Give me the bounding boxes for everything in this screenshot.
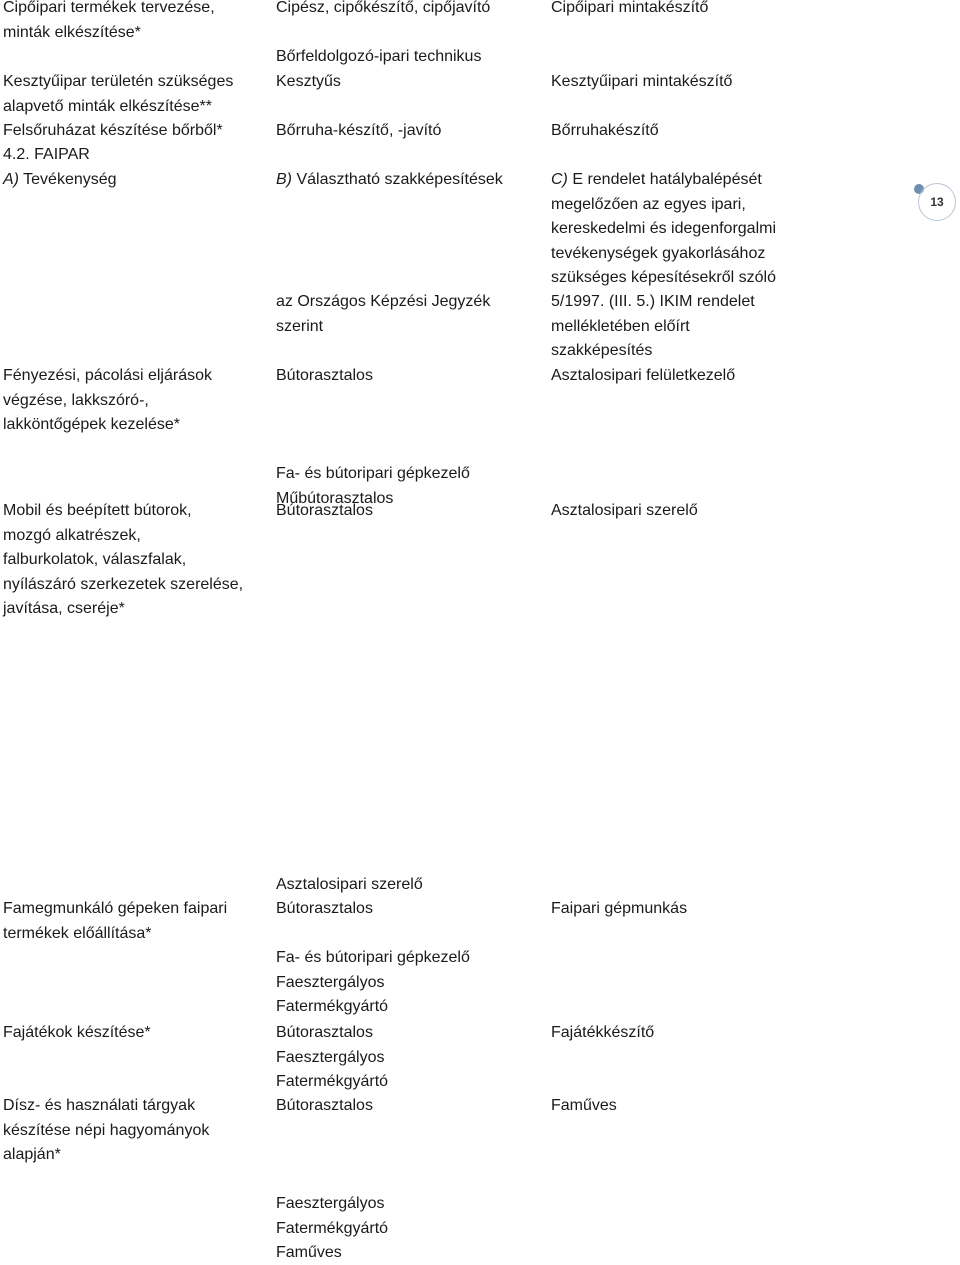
legacy-qualification-cell: Asztalosipari felületkezelő [551, 367, 736, 384]
qualification-cell: Fatermékgyártó [276, 1219, 389, 1237]
activity-cell: alapján* [3, 1146, 61, 1163]
column-header-b-text: Választható szakképesítések [292, 171, 503, 188]
page-number-badge: 13 [918, 183, 956, 221]
column-header-b [276, 168, 503, 192]
column-header-a-text: Tevékenység [19, 171, 117, 188]
activity-cell: Felsőruházat készítése bőrből* [3, 122, 223, 139]
legacy-qualification-cell: Fajátékkészítő [551, 1024, 655, 1041]
qualification-cell: Cipész, cipőkészítő, cipőjavító [276, 0, 491, 16]
activity-cell: termékek előállítása* [3, 924, 152, 942]
qualification-cell: Bútorasztalos [276, 502, 373, 519]
qualification-cell: Fa- és bútoripari gépkezelő [276, 949, 470, 966]
column-header-c-line: tevékenységek gyakorlásához [551, 244, 766, 262]
column-header-c-letter: C) [551, 171, 568, 188]
qualification-cell: Bőrfeldolgozó-ipari technikus [276, 48, 482, 65]
activity-cell: készítése népi hagyományok [3, 1121, 210, 1139]
column-header-c-line: szükséges képesítésekről szóló [551, 269, 776, 286]
legacy-qualification-cell: Kesztyűipari mintakészítő [551, 73, 733, 90]
qualification-cell: Asztalosipari szerelő [276, 875, 423, 893]
legacy-qualification-cell: Faipari gépmunkás [551, 900, 688, 917]
legacy-qualification-cell: Cipőipari mintakészítő [551, 0, 709, 16]
activity-cell: Dísz- és használati tárgyak [3, 1097, 196, 1114]
activity-cell: Fényezési, pácolási eljárások [3, 367, 212, 384]
legacy-qualification-cell: Bőrruhakészítő [551, 122, 659, 139]
column-header-c [551, 168, 762, 192]
qualification-cell: Bútorasztalos [276, 1097, 373, 1114]
activity-cell: végzése, lakkszóró-, [3, 391, 149, 409]
activity-cell: alapvető minták elkészítése** [3, 97, 212, 115]
column-subheader-c: szakképesítés [551, 342, 653, 359]
activity-cell: nyílászáró szerkezetek szerelése, [3, 575, 244, 593]
activity-cell: falburkolatok, válaszfalak, [3, 551, 187, 568]
activity-cell: Kesztyűipar területén szükséges [3, 73, 234, 90]
column-header-c-text: E rendelet hatálybalépését [567, 171, 762, 188]
qualification-cell: Fatermékgyártó [276, 1073, 389, 1090]
activity-cell: Cipőipari termékek tervezése, [3, 0, 215, 16]
qualification-cell: Fa- és bútoripari gépkezelő [276, 465, 470, 482]
activity-cell: Fajátékok készítése* [3, 1024, 151, 1041]
qualification-cell: Faesztergályos [276, 973, 385, 991]
column-subheader-c: mellékletében előírt [551, 317, 690, 335]
activity-cell: mozgó alkatrészek, [3, 526, 141, 544]
qualification-cell: Faesztergályos [276, 1048, 385, 1066]
activity-cell: lakköntőgépek kezelése* [3, 416, 181, 433]
activity-cell: Mobil és beépített bútorok, [3, 502, 192, 519]
activity-cell: minták elkészítése* [3, 23, 141, 41]
column-header-c-line: megelőzően az egyes ipari, [551, 195, 746, 213]
column-header-b-letter: B) [276, 171, 292, 188]
legacy-qualification-cell: Asztalosipari szerelő [551, 502, 698, 519]
section-title: 4.2. FAIPAR [3, 146, 90, 163]
column-header-a-letter: A) [3, 171, 19, 188]
activity-cell: javítása, cseréje* [3, 600, 125, 617]
qualification-cell: Bútorasztalos [276, 1024, 373, 1041]
legacy-qualification-cell: Faműves [551, 1097, 617, 1114]
column-subheader-c: 5/1997. (III. 5.) IKIM rendelet [551, 293, 755, 310]
column-header-c-line: kereskedelmi és idegenforgalmi [551, 220, 776, 237]
qualification-cell: Faműves [276, 1244, 342, 1261]
column-subheader-b: az Országos Képzési Jegyzék [276, 293, 491, 310]
qualification-cell: Bútorasztalos [276, 900, 373, 917]
qualification-cell: Bőrruha-készítő, -javító [276, 122, 442, 139]
qualification-cell: Kesztyűs [276, 73, 341, 90]
column-subheader-b: szerint [276, 317, 324, 335]
qualification-cell: Műbútorasztalos [276, 489, 394, 507]
qualification-cell: Fatermékgyártó [276, 998, 389, 1015]
qualification-cell: Faesztergályos [276, 1195, 385, 1212]
column-header-a [3, 168, 117, 192]
activity-cell: Famegmunkáló gépeken faipari [3, 900, 228, 917]
qualification-cell: Bútorasztalos [276, 367, 373, 384]
